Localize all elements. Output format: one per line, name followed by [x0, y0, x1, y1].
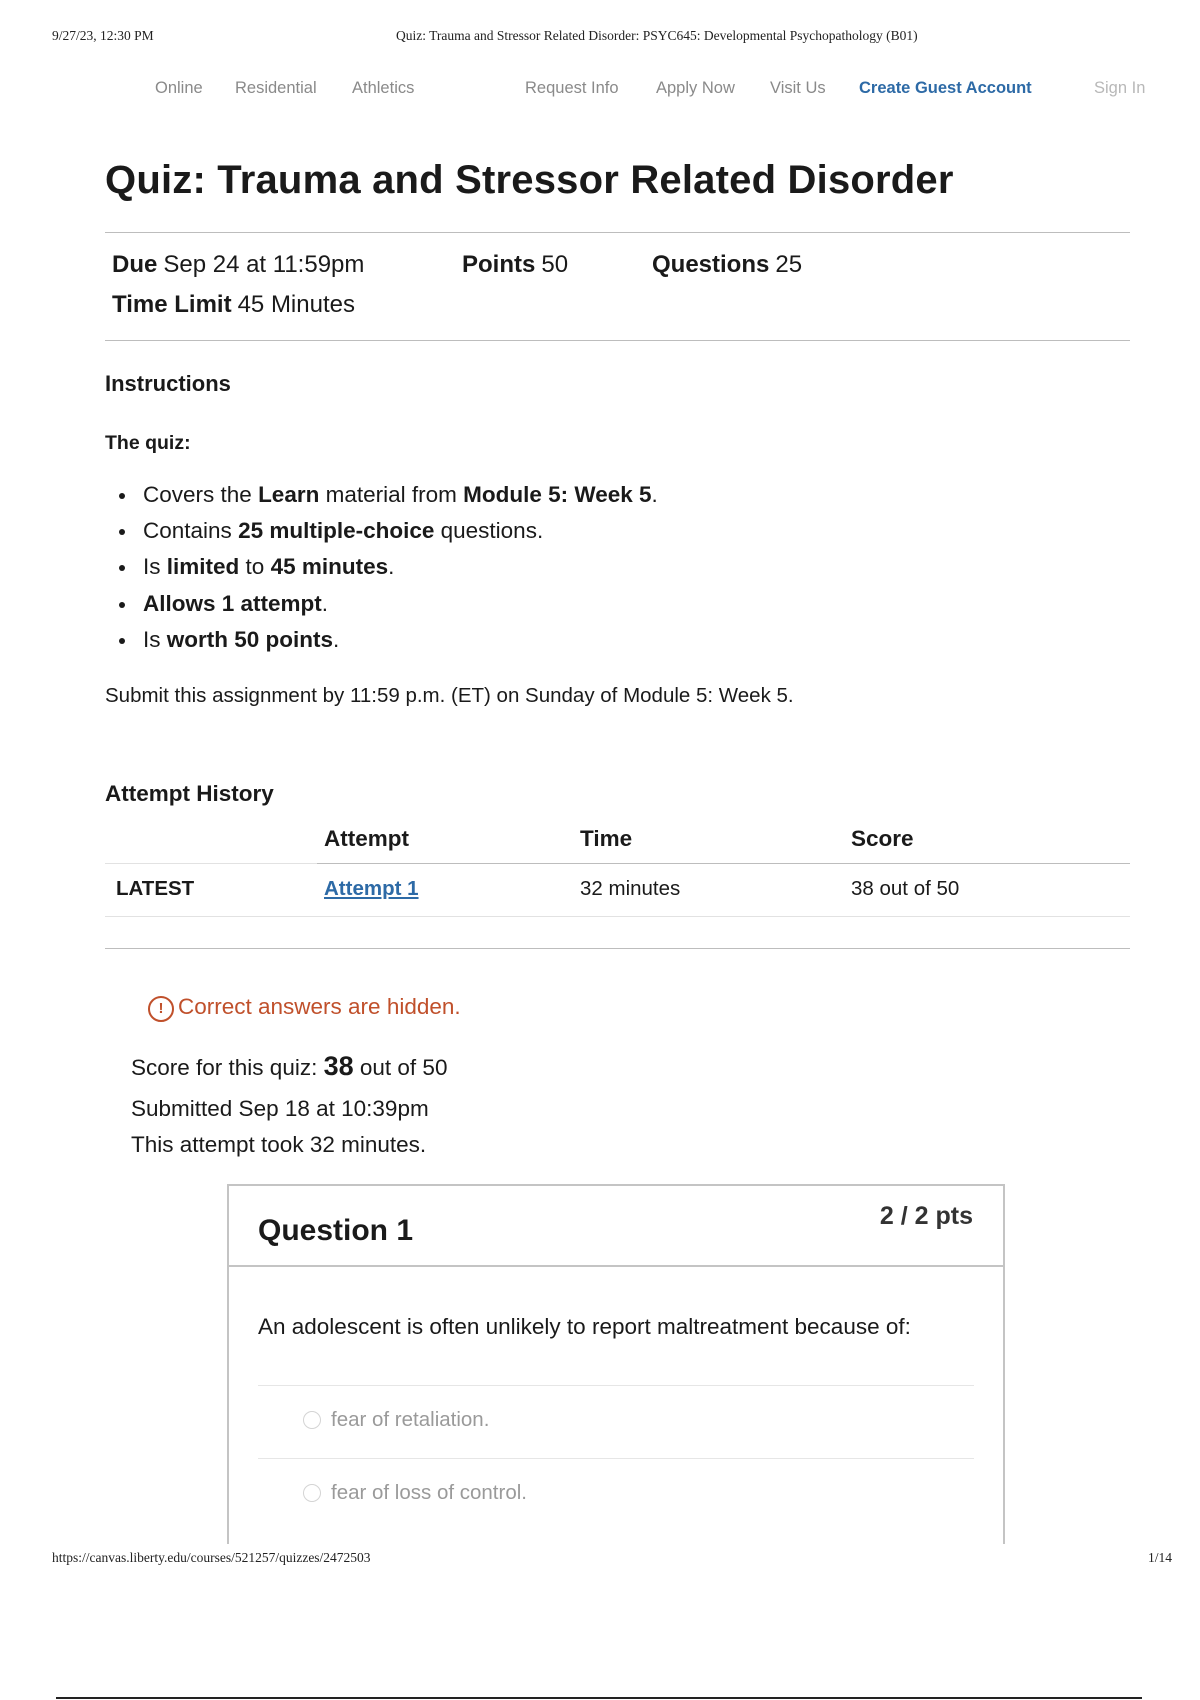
- latest-badge: LATEST: [116, 877, 195, 900]
- top-navigation: [0, 79, 1200, 103]
- nav-link-sign-in[interactable]: Sign In: [1094, 79, 1146, 97]
- nav-link-athletics[interactable]: Athletics: [352, 79, 415, 97]
- attempt-time: 32 minutes: [580, 877, 681, 900]
- due-value: Sep 24 at 11:59pm: [163, 251, 365, 278]
- submitted-time: Submitted Sep 18 at 10:39pm: [131, 1096, 429, 1121]
- column-header-score: Score: [851, 826, 914, 851]
- questions-value: 25: [775, 251, 803, 278]
- attempt-duration: This attempt took 32 minutes.: [131, 1132, 427, 1157]
- question-title: Question 1: [258, 1214, 414, 1247]
- print-url: https://canvas.liberty.edu/courses/521257/quizzes/2472503: [52, 1550, 371, 1565]
- question-text: An adolescent is often unlikely to report maltreatment because of:: [258, 1314, 911, 1339]
- nav-link-visit-us[interactable]: Visit Us: [770, 79, 826, 97]
- quiz-due: [112, 251, 364, 279]
- print-date: 9/27/23, 12:30 PM: [52, 28, 154, 43]
- divider: [105, 948, 1130, 949]
- quiz-time-limit: [112, 291, 355, 319]
- attempt-link[interactable]: Attempt 1: [324, 877, 419, 900]
- answer-option[interactable]: [303, 1408, 489, 1432]
- nav-link-residential[interactable]: Residential: [235, 79, 317, 97]
- answer-divider: [258, 1458, 974, 1459]
- list-item: Covers the Learn material from Module 5: Week 5.: [105, 482, 658, 518]
- nav-link-create-guest-account[interactable]: Create Guest Account: [859, 79, 1032, 97]
- list-item: Is limited to 45 minutes.: [105, 554, 658, 590]
- alert-circle-icon: !: [148, 996, 174, 1022]
- time-limit-label: Time Limit: [112, 291, 232, 318]
- page-bottom-divider: [56, 1697, 1142, 1699]
- score-value: 38: [323, 1051, 354, 1081]
- answer-label: fear of loss of control.: [331, 1481, 527, 1504]
- list-item: Allows 1 attempt.: [105, 591, 658, 627]
- points-value: 50: [541, 251, 569, 278]
- question-points: 2 / 2 pts: [879, 1202, 973, 1230]
- answer-option[interactable]: [303, 1481, 527, 1505]
- radio-button[interactable]: [303, 1484, 321, 1502]
- nav-link-request-info[interactable]: Request Info: [525, 79, 619, 97]
- submit-deadline-note: Submit this assignment by 11:59 p.m. (ET) on Sunday of Module 5: Week 5.: [105, 684, 794, 707]
- print-document-title: Quiz: Trauma and Stressor Related Disorder: PSYC645: Developmental Psychopathology (B01): [396, 28, 918, 43]
- quiz-points: [462, 251, 568, 279]
- nav-link-online[interactable]: Online: [155, 79, 203, 97]
- list-item: Contains 25 multiple-choice questions.: [105, 518, 658, 554]
- instructions-list: [105, 482, 658, 663]
- points-label: Points: [462, 251, 536, 278]
- quiz-questions: [652, 251, 802, 279]
- due-label: Due: [112, 251, 158, 278]
- table-header-divider: [317, 863, 1130, 864]
- time-limit-value: 45 Minutes: [237, 291, 355, 318]
- question-header: [229, 1186, 1003, 1267]
- attempt-score: 38 out of 50: [851, 877, 960, 900]
- list-item: Is worth 50 points.: [105, 627, 658, 663]
- column-header-time: Time: [580, 826, 633, 851]
- question-card: [227, 1184, 1005, 1544]
- nav-link-apply-now[interactable]: Apply Now: [656, 79, 735, 97]
- answer-label: fear of retaliation.: [331, 1408, 490, 1431]
- table-header-divider: [105, 863, 317, 864]
- page-number: 1/14: [1147, 1550, 1172, 1565]
- radio-button[interactable]: [303, 1411, 321, 1429]
- page-title: Quiz: Trauma and Stressor Related Disorder: [105, 158, 954, 202]
- instructions-subheading: The quiz:: [105, 432, 191, 454]
- table-row-divider: [105, 916, 1130, 917]
- answers-hidden-notice: [148, 994, 461, 1022]
- column-header-attempt: Attempt: [324, 826, 409, 851]
- divider: [105, 232, 1130, 233]
- divider: [105, 340, 1130, 341]
- questions-label: Questions: [652, 251, 770, 278]
- quiz-score: Score for this quiz: 38 out of 50: [131, 1051, 448, 1081]
- answers-hidden-text: Correct answers are hidden.: [178, 994, 461, 1019]
- attempt-history-heading: Attempt History: [105, 781, 274, 806]
- instructions-heading: Instructions: [105, 371, 231, 396]
- answer-divider: [258, 1385, 974, 1386]
